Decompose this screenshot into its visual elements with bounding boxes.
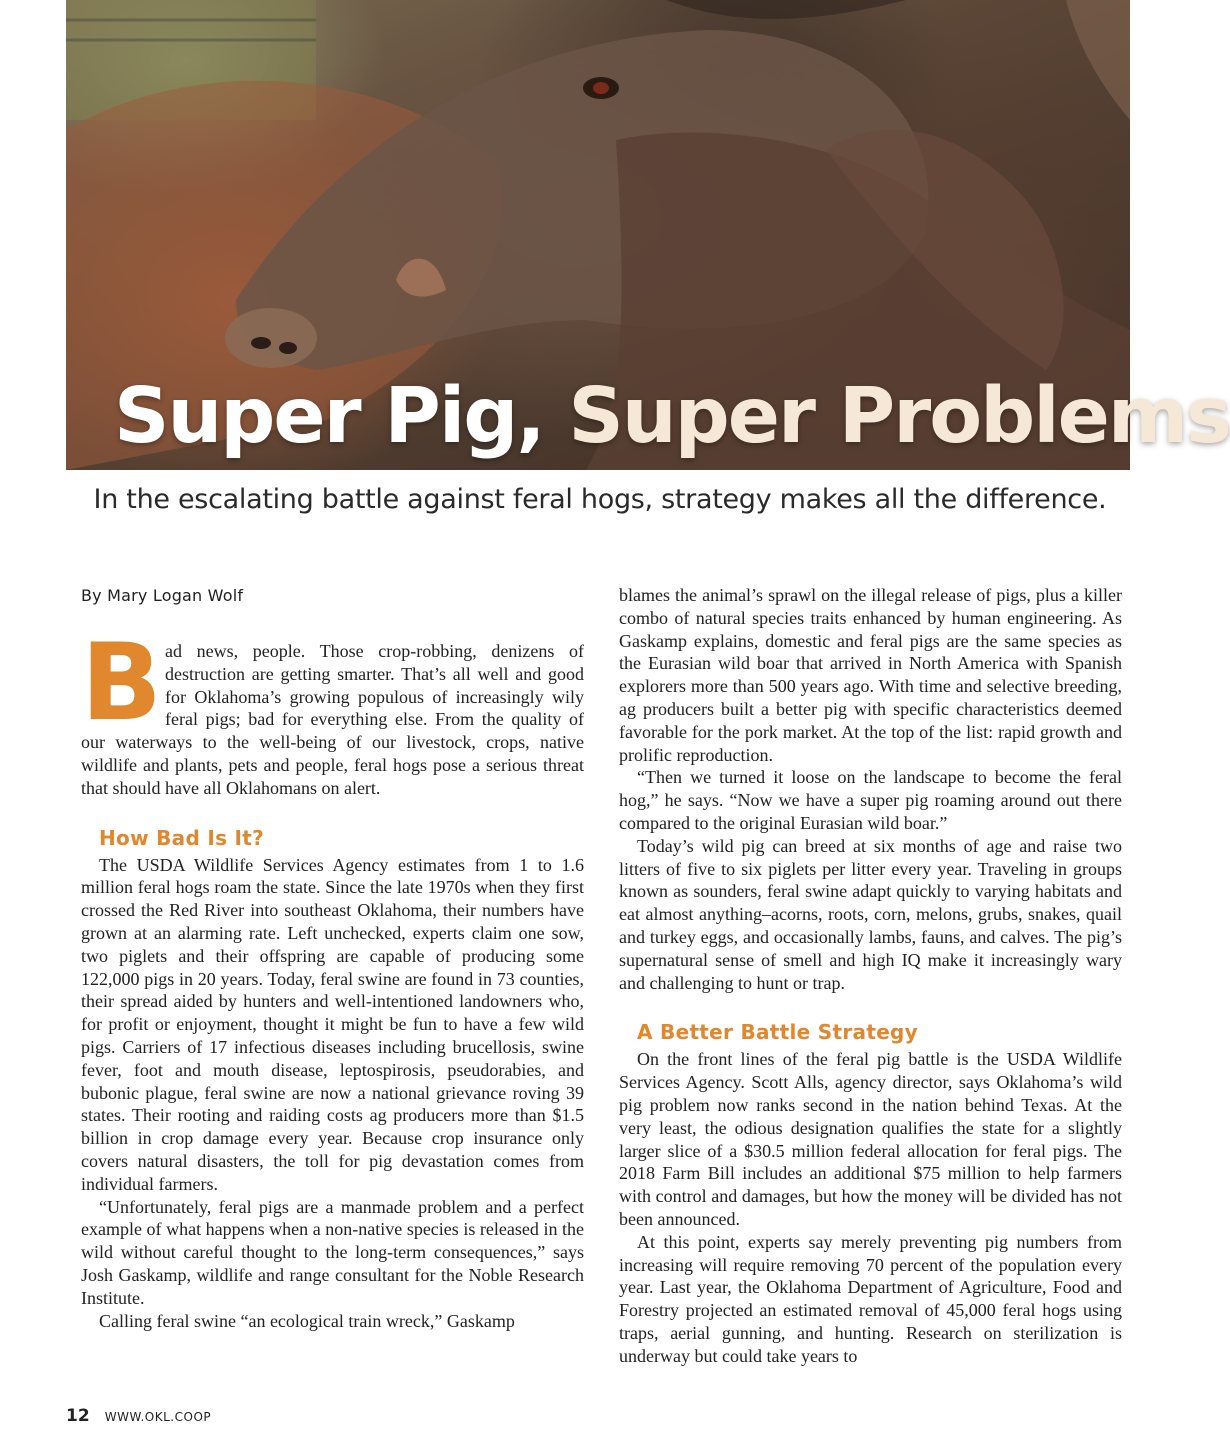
body-paragraph: Calling feral swine “an ecological train wreck,” Gaskamp: [99, 1310, 515, 1331]
footer-url: WWW.OKL.COOP: [104, 1410, 212, 1424]
body-paragraph: The USDA Wildlife Services Agency estimates from 1 to 1.6 million feral hogs roam the state. Since the late 1970s when they first crossed the Red River into southeast Oklahoma, their numbers have grown at an alarming rate. Left unchecked, experts claim one sow, two piglets and their offspring are capable of producing some 122,000 pigs in 20 years. Today, feral swine are found in 73 counties, their spread aided by hunters and well-intentioned landowners who, for profit or enjoyment, thought it might be fun to have a few wild pigs. Carriers of 17 infectious diseases including brucellosis, swine fever, foot and mouth disease, leptospirosis, pseudorabies, and bubonic plague, feral swine are now a national grievance roving 39 states. Their rooting and raiding costs ag producers more than $1.5 billion in crop damage every year. Because crop insurance only covers natural disasters, the toll for pig devastation comes from individual farmers.: [81, 854, 584, 1194]
hero-image: [66, 0, 1230, 470]
body-paragraph: blames the animal’s sprawl on the illegal release of pigs, plus a killer combo of natural species traits enhanced by human engineering. As Gaskamp explains, domestic and feral pigs are the same species as the Eurasian wild boar that arrived in North America with Spanish explorers more than 500 years ago. With time and selective breeding, ag producers built a better pig with specific characteristics deemed favorable for the pork market. At the top of the list: rapid growth and prolific reproduction.: [619, 585, 1122, 765]
body-paragraph: On the front lines of the feral pig battle is the USDA Wildlife Services Agency. Scott Alls, agency director, says Oklahoma’s wild pig problem now ranks second in the nation behind Texas. At the very least, the odious designation qualifies the state for a slightly larger slice of a $30.5 million federal allocation for feral pigs. The 2018 Farm Bill includes an additional $75 million to help farmers with control and damages, but how the money will be divided has not been announced.: [619, 1049, 1122, 1229]
body-paragraph: “Unfortunately, feral pigs are a manmade problem and a perfect example of what happens when a non-native species is released in the wild without careful thought to the long-term consequences,” says Josh Gaskamp, wildlife and range consultant for the Noble Research Institute.: [81, 1196, 584, 1308]
left-column: [81, 621, 584, 1332]
title-part-1: Super Pig,: [114, 372, 544, 461]
page-number: 12: [66, 1406, 90, 1426]
byline: By Mary Logan Wolf: [81, 586, 244, 605]
article-subtitle: In the escalating battle against feral hogs, strategy makes all the difference.: [93, 484, 1107, 515]
intro-paragraph: ad news, people. Those crop-robbing, denizens of destruction are getting smarter. That’s all well and good for Oklahoma’s growing populous of increasingly wily feral pigs; bad for everything else. From the quality of our waterways to the well-being of our livestock, crops, native wildlife and plants, pets and people, feral hogs pose a serious threat that should have all Oklahomans on alert.: [81, 641, 584, 798]
title-part-2: Super Problems: [568, 372, 1230, 461]
drop-cap: B: [81, 621, 162, 744]
section-heading-how-bad: How Bad Is It?: [99, 825, 265, 850]
page-footer: [66, 1406, 211, 1426]
body-paragraph: “Then we turned it loose on the landscape to become the feral hog,” he says. “Now we have a super pig roaming around out there compared to the original Eurasian wild boar.”: [619, 767, 1122, 833]
article-title: [114, 372, 1230, 462]
section-heading-battle-strategy: A Better Battle Strategy: [637, 1020, 919, 1045]
right-column: [619, 584, 1122, 1368]
body-paragraph: At this point, experts say merely preventing pig numbers from increasing will require removing 70 percent of the population every year. Last year, the Oklahoma Department of Agriculture, Food and Forestry projected an estimated removal of 45,000 feral hogs using traps, aerial gunning, and hunting. Research on sterilization is underway but could take years to: [619, 1231, 1122, 1366]
body-paragraph: Today’s wild pig can breed at six months of age and raise two litters of five to six piglets per litter every year. Traveling in groups known as sounders, feral swine adapt quickly to varying habitats and eat almost anything–acorns, roots, corn, melons, grubs, snakes, quail and turkey eggs, and occasionally lambs, fauns, and calves. The pig’s supernatural sense of smell and high IQ make it increasingly wary and challenging to hunt or trap.: [619, 835, 1122, 993]
